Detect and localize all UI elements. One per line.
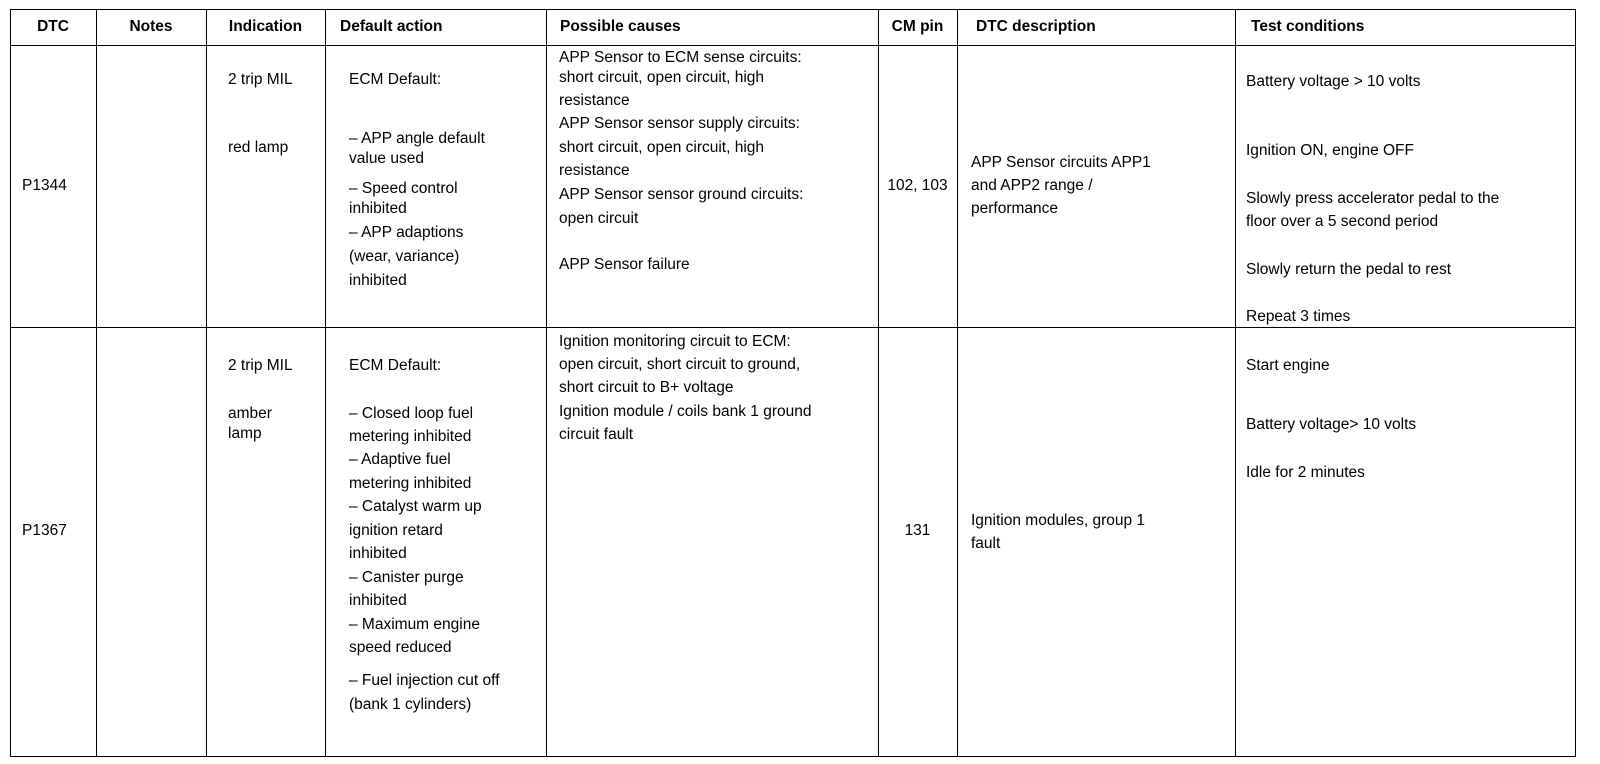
row-p1367-default-action-line: ECM Default: — [349, 357, 442, 374]
row-p1367-default-action-line: – Catalyst warm up — [349, 498, 482, 515]
row-p1344-test-condition-line: floor over a 5 second period — [1246, 213, 1439, 230]
table-border-right — [1575, 9, 1576, 757]
row-p1367-test-condition-line: Idle for 2 minutes — [1246, 464, 1365, 481]
row-p1367-default-action-line: inhibited — [349, 592, 407, 609]
row-p1367-default-action-line: – Adaptive fuel — [349, 451, 451, 468]
row-p1344-cause-line: resistance — [559, 162, 630, 179]
header-possible-causes: Possible causes — [560, 18, 681, 35]
row-p1344-cause-line: APP Sensor sensor ground circuits: — [559, 186, 804, 203]
row-p1367-default-action-line: ignition retard — [349, 522, 443, 539]
row-p1344-cause-line: APP Sensor to ECM sense circuits: — [559, 49, 802, 66]
row-p1367-default-action-line: (bank 1 cylinders) — [349, 696, 472, 713]
row-p1344-cause-line: open circuit — [559, 210, 639, 227]
row-p1344-default-action-line: – Speed control — [349, 180, 458, 197]
row-p1344-default-action-line: inhibited — [349, 272, 407, 289]
header-cm-pin: CM pin — [891, 18, 944, 35]
row-p1367-default-action-line: metering inhibited — [349, 428, 472, 445]
row-p1367-default-action-line: – Maximum engine — [349, 616, 480, 633]
row-p1344-indication-line: red lamp — [228, 139, 289, 156]
row-p1344-default-action-line: inhibited — [349, 200, 407, 217]
row-p1367-cause-line: circuit fault — [559, 426, 634, 443]
header-dtc-description: DTC description — [976, 18, 1096, 35]
header-dtc: DTC — [37, 18, 69, 35]
column-divider — [206, 9, 207, 757]
column-divider — [878, 9, 879, 757]
row-p1367-dtc: P1367 — [22, 522, 67, 539]
row-p1344-test-condition-line: Repeat 3 times — [1246, 308, 1351, 325]
row-p1344-test-condition-line: Ignition ON, engine OFF — [1246, 142, 1414, 159]
row-p1344-description-line: APP Sensor circuits APP1 — [971, 154, 1151, 171]
row-p1344-test-condition-line: Slowly press accelerator pedal to the — [1246, 190, 1500, 207]
row-p1367-default-action-line: – Closed loop fuel — [349, 405, 474, 422]
row-p1367-cause-line: short circuit to B+ voltage — [559, 379, 734, 396]
row-p1344-test-condition-line: Slowly return the pedal to rest — [1246, 261, 1452, 278]
header-divider — [10, 45, 1576, 46]
row-p1367-default-action-line: – Canister purge — [349, 569, 464, 586]
row-p1344-default-action-line: (wear, variance) — [349, 248, 460, 265]
row-p1367-default-action-line: speed reduced — [349, 639, 452, 656]
row-p1367-default-action-line: inhibited — [349, 545, 407, 562]
row-p1367-cm-pin: 131 — [904, 522, 931, 539]
row-p1344-cause-line: APP Sensor failure — [559, 256, 690, 273]
row-p1367-test-condition-line: Battery voltage> 10 volts — [1246, 416, 1417, 433]
row-p1344-indication-line: 2 trip MIL — [228, 71, 293, 88]
row-p1367-indication-line: 2 trip MIL — [228, 357, 293, 374]
row-p1367-default-action-line: – Fuel injection cut off — [349, 672, 500, 689]
column-divider — [957, 9, 958, 757]
dtc-table — [10, 9, 1576, 757]
row-p1367-indication-line: amber — [228, 405, 272, 422]
column-divider — [325, 9, 326, 757]
row-p1344-cause-line: resistance — [559, 92, 630, 109]
row-p1344-default-action-line: value used — [349, 150, 424, 167]
header-notes: Notes — [129, 18, 173, 35]
header-test-conditions: Test conditions — [1251, 18, 1365, 35]
row-divider — [10, 327, 1576, 328]
header-default-action: Default action — [340, 18, 443, 35]
row-p1344-cause-line: APP Sensor sensor supply circuits: — [559, 115, 800, 132]
column-divider — [546, 9, 547, 757]
row-p1344-test-condition-line: Battery voltage > 10 volts — [1246, 73, 1421, 90]
table-border-left — [10, 9, 11, 757]
row-p1344-cause-line: short circuit, open circuit, high — [559, 139, 765, 156]
row-p1344-cm-pin: 102, 103 — [887, 177, 948, 194]
row-p1344-cause-line: short circuit, open circuit, high — [559, 69, 765, 86]
row-p1367-description-line: Ignition modules, group 1 — [971, 512, 1146, 529]
row-p1344-dtc: P1344 — [22, 177, 67, 194]
row-p1367-cause-line: Ignition module / coils bank 1 ground — [559, 403, 812, 420]
row-p1344-default-action-line: – APP angle default — [349, 130, 485, 147]
row-p1344-description-line: and APP2 range / — [971, 177, 1093, 194]
column-divider — [1235, 9, 1236, 757]
row-p1367-cause-line: open circuit, short circuit to ground, — [559, 356, 801, 373]
row-p1344-default-action-line: – APP adaptions — [349, 224, 464, 241]
header-indication: Indication — [228, 18, 303, 35]
row-p1344-default-action-line: ECM Default: — [349, 71, 442, 88]
row-p1367-test-condition-line: Start engine — [1246, 357, 1330, 374]
row-p1367-cause-line: Ignition monitoring circuit to ECM: — [559, 333, 791, 350]
row-p1367-description-line: fault — [971, 535, 1001, 552]
table-border-bottom — [10, 756, 1576, 757]
column-divider — [96, 9, 97, 757]
row-p1367-default-action-line: metering inhibited — [349, 475, 472, 492]
row-p1344-description-line: performance — [971, 200, 1059, 217]
row-p1367-indication-line: lamp — [228, 425, 262, 442]
